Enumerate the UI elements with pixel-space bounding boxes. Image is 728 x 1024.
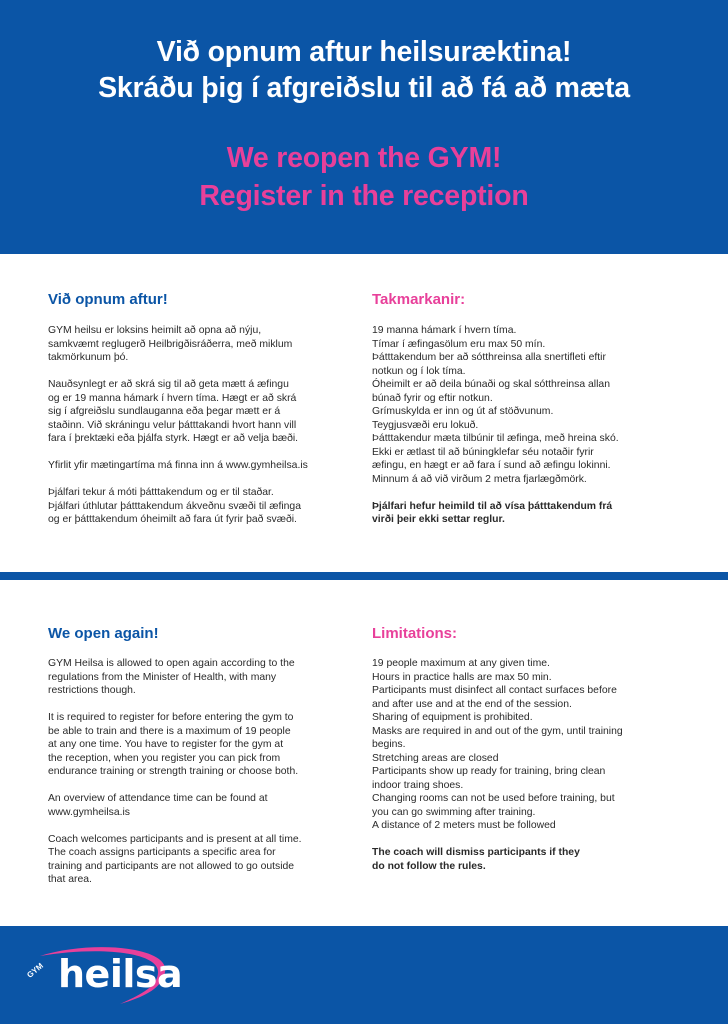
section-divider bbox=[0, 572, 728, 580]
en-intro-paragraph bbox=[48, 792, 368, 819]
text-line: staðinn. Við skráningu velur þátttakandi hvort hann vill bbox=[48, 419, 297, 431]
header-is-line-2: Skráðu þig í afgreiðslu til að fá að mæta bbox=[98, 72, 630, 104]
header-en-line-1: We reopen the GYM! bbox=[226, 142, 502, 174]
is-intro-paragraph bbox=[48, 486, 368, 527]
en-limitations-heading: Limitations: bbox=[372, 625, 457, 642]
is-intro-body bbox=[48, 324, 368, 527]
is-coach-notice bbox=[372, 500, 692, 527]
text-line: be able to train and there is a maximum of 19 people bbox=[48, 725, 291, 737]
text-line: og er þátttakendum óheimilt að fara út fyrir það svæði. bbox=[48, 514, 297, 525]
limitation-line: Teygjusvæði eru lokuð. bbox=[372, 419, 479, 431]
limitation-line: 19 people maximum at any given time. bbox=[372, 658, 550, 669]
text-line: An overview of attendance time can be found at bbox=[48, 793, 268, 804]
limitation-line: Changing rooms can not be used before training, but bbox=[372, 793, 615, 804]
is-limitations-list bbox=[372, 324, 692, 527]
text-line: the reception, when you register you can pick from bbox=[48, 752, 281, 764]
text-line: GYM heilsu er loksins heimilt að opna að nýju, bbox=[48, 325, 262, 336]
text-line: Þjálfari úthlutar þátttakendum ákveðnu svæði til æfinga bbox=[48, 500, 301, 512]
header-is-line-1: Við opnum aftur heilsuræktina! bbox=[156, 36, 572, 68]
limitation-line: A distance of 2 meters must be followed bbox=[372, 820, 556, 831]
text-line: fara í þrektæki eða þjálfa styrk. Hægt er að velja bæði. bbox=[48, 433, 299, 444]
en-intro-paragraph bbox=[48, 711, 368, 779]
logo-word: heilsa bbox=[58, 952, 183, 996]
en-coach-notice bbox=[372, 846, 692, 873]
notice-line: Þjálfari hefur heimild til að vísa þátttakendum frá bbox=[372, 500, 613, 512]
limitation-line: begins. bbox=[372, 739, 406, 750]
limitation-line: indoor traing shoes. bbox=[372, 779, 464, 791]
limitation-line: you can go swimming after training. bbox=[372, 806, 536, 818]
limitation-line: Grímuskylda er inn og út af stöðvunum. bbox=[372, 406, 554, 417]
limitation-line: æfingu, en hægt er að fara í sund að æfingu lokinni. bbox=[372, 460, 611, 471]
text-line: sig í afgreiðslu sundlauganna eða þegar mætt er á bbox=[48, 406, 281, 417]
en-limitations-list bbox=[372, 657, 692, 873]
notice-line: The coach will dismiss participants if they bbox=[372, 847, 580, 858]
limitation-line: Participants show up ready for training, bring clean bbox=[372, 766, 606, 777]
notice-line: do not follow the rules. bbox=[372, 860, 486, 872]
en-intro-paragraph bbox=[48, 657, 368, 698]
limitation-line: Participants must disinfect all contact surfaces before bbox=[372, 685, 617, 696]
is-limitations-column bbox=[372, 291, 692, 540]
limitation-line: Þátttakendum ber að sótthreinsa alla snertifleti eftir bbox=[372, 352, 606, 363]
limitation-line: Ekki er ætlast til að búningklefar séu notaðir fyrir bbox=[372, 446, 594, 458]
gym-heilsa-logo bbox=[20, 942, 183, 1008]
is-intro-column bbox=[48, 291, 368, 540]
text-line: that area. bbox=[48, 874, 92, 885]
limitation-line: Óheimilt er að deila búnaði og skal sótthreinsa allan bbox=[372, 379, 610, 390]
limitation-line: Tímar í æfingasölum eru max 50 mín. bbox=[372, 338, 546, 350]
is-limitations-heading: Takmarkanir: bbox=[372, 291, 466, 308]
text-line: takmörkunum þó. bbox=[48, 352, 129, 363]
text-line: The coach assigns participants a specific area for bbox=[48, 847, 276, 858]
text-line: restrictions though. bbox=[48, 685, 136, 696]
limitation-line: Minnum á að við virðum 2 metra fjarlægðmörk. bbox=[372, 473, 587, 485]
en-limitations-column bbox=[372, 625, 692, 887]
text-line: samkvæmt reglugerð Heilbrigðisráðerra, með miklum bbox=[48, 338, 293, 350]
text-line: Coach welcomes participants and is present at all time. bbox=[48, 833, 302, 845]
limitation-line: búnað fyrir og eftir notkun. bbox=[372, 392, 493, 404]
is-intro-heading: Við opnum aftur! bbox=[48, 291, 168, 308]
limitation-line: notkun og í lok tíma. bbox=[372, 365, 466, 377]
limitation-line: Masks are required in and out of the gym, until training bbox=[372, 725, 623, 737]
notice-line: virði þeir ekki settar reglur. bbox=[372, 514, 505, 525]
header-en-line-2: Register in the reception bbox=[199, 180, 529, 212]
limitation-line: Stretching areas are closed bbox=[372, 752, 499, 764]
text-line: endurance training or strength training or choose both. bbox=[48, 766, 299, 777]
limitation-line: 19 manna hámark í hvern tíma. bbox=[372, 325, 517, 336]
limitations-lines bbox=[372, 657, 692, 833]
text-line: training and participants are not allowed to go outside bbox=[48, 860, 295, 872]
en-intro-column bbox=[48, 625, 368, 900]
text-line: at any one time. You have to register for the gym at bbox=[48, 739, 284, 750]
text-line: It is required to register for before entering the gym to bbox=[48, 712, 294, 723]
limitations-lines bbox=[372, 324, 692, 486]
en-intro-body bbox=[48, 657, 368, 887]
text-line: regulations from the Minister of Health, with many bbox=[48, 671, 277, 683]
text-line: Nauðsynlegt er að skrá sig til að geta mætt á æfingu bbox=[48, 379, 289, 390]
is-intro-paragraph bbox=[48, 459, 368, 473]
is-intro-paragraph bbox=[48, 324, 368, 365]
text-line: og er 19 manna hámark í hvern tíma. Hægt er að skrá bbox=[48, 392, 297, 404]
limitation-line: Hours in practice halls are max 50 min. bbox=[372, 671, 552, 683]
en-intro-heading: We open again! bbox=[48, 625, 159, 642]
limitation-line: and after use and at the end of the session. bbox=[372, 698, 572, 710]
en-intro-paragraph bbox=[48, 833, 368, 887]
limitation-line: Þátttakendur mæta tilbúnir til æfinga, með hreina skó. bbox=[372, 433, 619, 444]
is-intro-paragraph bbox=[48, 378, 368, 446]
logo-gym-text: GYM bbox=[25, 961, 45, 980]
limitation-line: Sharing of equipment is prohibited. bbox=[372, 712, 533, 723]
text-line: Yfirlit yfir mætingartíma má finna inn á www.gymheilsa.is bbox=[48, 460, 308, 471]
text-line: Þjálfari tekur á móti þátttakendum og er til staðar. bbox=[48, 487, 274, 498]
text-line: GYM Heilsa is allowed to open again according to the bbox=[48, 658, 295, 669]
text-line: www.gymheilsa.is bbox=[48, 806, 130, 818]
header-banner bbox=[0, 0, 728, 254]
